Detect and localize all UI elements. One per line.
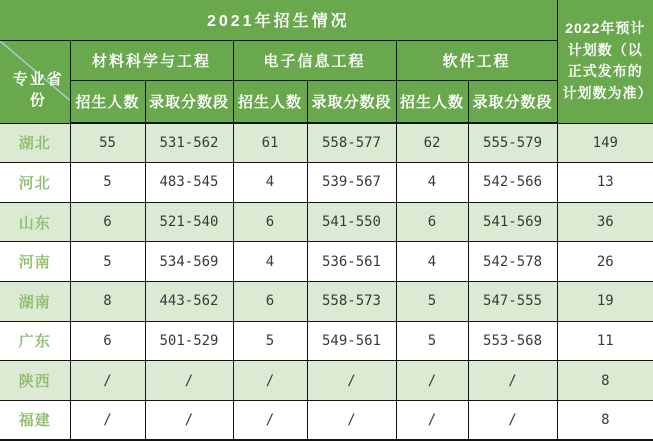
data-cell: 539-567 xyxy=(307,163,396,203)
data-cell: 553-568 xyxy=(468,321,557,361)
data-cell: 6 xyxy=(233,202,307,242)
province-cell: 山东 xyxy=(0,202,70,242)
data-cell: / xyxy=(233,400,307,440)
sub-header-enrollment: 招生人数 xyxy=(70,80,145,123)
data-cell: 555-579 xyxy=(468,123,557,163)
data-cell: 542-566 xyxy=(468,163,557,203)
data-cell: 531-562 xyxy=(145,123,233,163)
data-cell: / xyxy=(70,400,145,440)
province-cell: 福建 xyxy=(0,400,70,440)
major-header-materials: 材料科学与工程 xyxy=(70,40,233,80)
province-cell: 陕西 xyxy=(0,361,70,401)
data-cell: 547-555 xyxy=(468,282,557,322)
plan-cell: 8 xyxy=(557,361,653,401)
data-cell: 536-561 xyxy=(307,242,396,282)
plan-cell: 11 xyxy=(557,321,653,361)
data-cell: 521-540 xyxy=(145,202,233,242)
plan-cell: 149 xyxy=(557,123,653,163)
table-row-henan xyxy=(0,242,653,282)
sub-header-score-range: 录取分数段 xyxy=(468,80,557,123)
data-cell: 4 xyxy=(396,242,468,282)
province-cell: 河南 xyxy=(0,242,70,282)
sub-header-score-range: 录取分数段 xyxy=(145,80,233,123)
data-cell: / xyxy=(396,361,468,401)
table-row-fujian xyxy=(0,400,653,440)
plan-cell: 36 xyxy=(557,202,653,242)
data-cell: 542-578 xyxy=(468,242,557,282)
table-row-guangdong xyxy=(0,321,653,361)
data-cell: 4 xyxy=(396,163,468,203)
data-cell: 6 xyxy=(233,282,307,322)
data-cell: 6 xyxy=(70,321,145,361)
plan-2022-header: 2022年预计计划数（以正式发布的计划数为准） xyxy=(557,0,653,123)
plan-cell: 13 xyxy=(557,163,653,203)
data-cell: 549-561 xyxy=(307,321,396,361)
data-cell: 62 xyxy=(396,123,468,163)
major-header-electronics: 电子信息工程 xyxy=(233,40,396,80)
table-row-shandong xyxy=(0,202,653,242)
data-cell: 558-577 xyxy=(307,123,396,163)
data-cell: 5 xyxy=(233,321,307,361)
data-cell: 8 xyxy=(70,282,145,322)
data-cell: / xyxy=(145,361,233,401)
data-cell: / xyxy=(145,400,233,440)
corner-cell xyxy=(0,40,70,123)
data-cell: 4 xyxy=(233,163,307,203)
data-cell: / xyxy=(307,361,396,401)
data-cell: 6 xyxy=(70,202,145,242)
data-cell: 443-562 xyxy=(145,282,233,322)
province-cell: 湖北 xyxy=(0,123,70,163)
plan-cell: 26 xyxy=(557,242,653,282)
data-cell: 4 xyxy=(233,242,307,282)
sub-header-score-range: 录取分数段 xyxy=(307,80,396,123)
province-cell: 河北 xyxy=(0,163,70,203)
province-cell: 广东 xyxy=(0,321,70,361)
banner-2021: 2021年招生情况 xyxy=(0,0,557,40)
data-cell: / xyxy=(468,361,557,401)
data-cell: 501-529 xyxy=(145,321,233,361)
data-cell: 5 xyxy=(70,242,145,282)
major-header-software: 软件工程 xyxy=(396,40,557,80)
data-cell: 6 xyxy=(396,202,468,242)
data-cell: 5 xyxy=(396,321,468,361)
data-cell: 541-550 xyxy=(307,202,396,242)
data-cell: / xyxy=(70,361,145,401)
data-cell: / xyxy=(396,400,468,440)
data-cell: 5 xyxy=(396,282,468,322)
table-row-shaanxi xyxy=(0,361,653,401)
province-cell: 湖南 xyxy=(0,282,70,322)
data-cell: 61 xyxy=(233,123,307,163)
data-cell: 55 xyxy=(70,123,145,163)
data-cell: 541-569 xyxy=(468,202,557,242)
data-cell: 534-569 xyxy=(145,242,233,282)
data-cell: 5 xyxy=(70,163,145,203)
corner-label: 专业省份 xyxy=(12,70,64,109)
data-cell: / xyxy=(233,361,307,401)
table-row-hubei xyxy=(0,123,653,163)
sub-header-enrollment: 招生人数 xyxy=(396,80,468,123)
sub-header-enrollment: 招生人数 xyxy=(233,80,307,123)
table-row-hunan xyxy=(0,282,653,322)
plan-cell: 8 xyxy=(557,400,653,440)
data-cell: 483-545 xyxy=(145,163,233,203)
data-cell: 558-573 xyxy=(307,282,396,322)
plan-cell: 19 xyxy=(557,282,653,322)
data-cell: / xyxy=(468,400,557,440)
table-row-hebei xyxy=(0,163,653,203)
data-cell: / xyxy=(307,400,396,440)
